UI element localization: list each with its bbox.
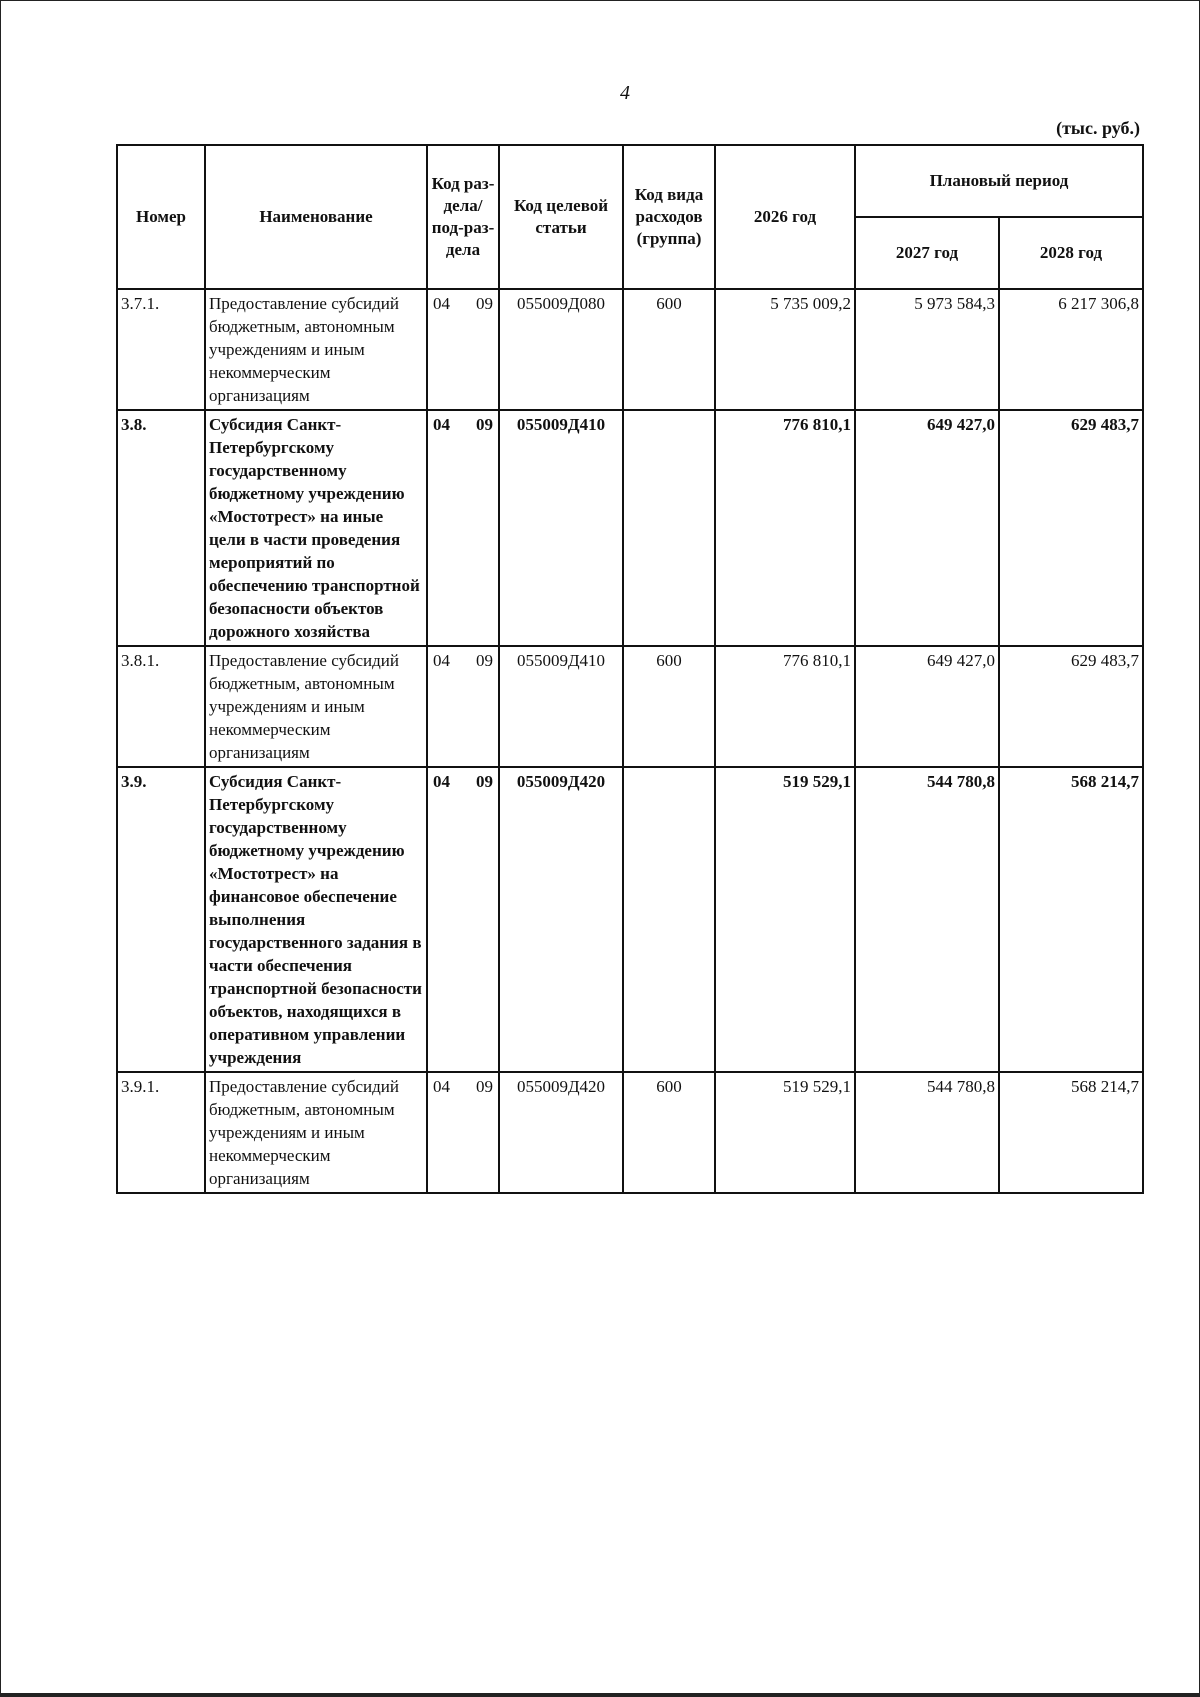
row-value-2027: 649 427,0 <box>855 410 999 646</box>
section: 04 <box>433 415 450 434</box>
row-name: Предоставление субсидий бюджетным, автономным учреждениям и иным некоммерческим организациям <box>205 646 427 767</box>
row-name: Предоставление субсидий бюджетным, автономным учреждениям и иным некоммерческим организациям <box>205 1072 427 1193</box>
subsection: 09 <box>476 772 493 791</box>
row-expense-type: 600 <box>623 289 715 410</box>
row-value-2028: 568 214,7 <box>999 767 1143 1072</box>
table-row <box>117 289 1143 410</box>
row-value-2028: 568 214,7 <box>999 1072 1143 1193</box>
header-expense-type: Код вида расходов (группа) <box>623 145 715 289</box>
row-section-code <box>427 767 499 1072</box>
row-number: 3.9. <box>117 767 205 1072</box>
units-label: (тыс. руб.) <box>1056 118 1140 138</box>
page-border-bottom <box>0 1693 1200 1697</box>
subsection: 09 <box>476 415 493 434</box>
table-row <box>117 767 1143 1072</box>
row-value-2026: 776 810,1 <box>715 410 855 646</box>
section: 04 <box>433 1077 450 1096</box>
row-value-2026: 5 735 009,2 <box>715 289 855 410</box>
section: 04 <box>433 772 450 791</box>
section: 04 <box>433 651 450 670</box>
row-expense-type: 600 <box>623 646 715 767</box>
row-target-code: 055009Д420 <box>499 767 623 1072</box>
header-planned-period: Плановый период <box>855 145 1143 217</box>
header-year-2027: 2027 год <box>855 217 999 289</box>
header-year-2028: 2028 год <box>999 217 1143 289</box>
row-value-2027: 649 427,0 <box>855 646 999 767</box>
subsection: 09 <box>476 294 493 313</box>
header-target-code: Код целевой статьи <box>499 145 623 289</box>
row-target-code: 055009Д410 <box>499 646 623 767</box>
budget-table <box>116 144 1144 1194</box>
row-target-code: 055009Д080 <box>499 289 623 410</box>
row-section-code <box>427 289 499 410</box>
row-target-code: 055009Д410 <box>499 410 623 646</box>
row-value-2028: 629 483,7 <box>999 410 1143 646</box>
row-number: 3.7.1. <box>117 289 205 410</box>
header-name: Наименование <box>205 145 427 289</box>
row-number: 3.8.1. <box>117 646 205 767</box>
subsection: 09 <box>476 1077 493 1096</box>
row-section-code <box>427 646 499 767</box>
table-row <box>117 410 1143 646</box>
row-expense-type <box>623 767 715 1072</box>
table-row <box>117 1072 1143 1193</box>
page-number: 4 <box>620 82 630 104</box>
row-section-code <box>427 410 499 646</box>
header-year-2026: 2026 год <box>715 145 855 289</box>
row-value-2027: 5 973 584,3 <box>855 289 999 410</box>
row-value-2028: 629 483,7 <box>999 646 1143 767</box>
header-number: Номер <box>117 145 205 289</box>
row-target-code: 055009Д420 <box>499 1072 623 1193</box>
row-value-2027: 544 780,8 <box>855 1072 999 1193</box>
table-row <box>117 646 1143 767</box>
row-number: 3.8. <box>117 410 205 646</box>
row-number: 3.9.1. <box>117 1072 205 1193</box>
header-section-code: Код раз-дела/ под-раз-дела <box>427 145 499 289</box>
row-name: Предоставление субсидий бюджетным, автономным учреждениям и иным некоммерческим организациям <box>205 289 427 410</box>
subsection: 09 <box>476 651 493 670</box>
page-border-left <box>0 0 1 1697</box>
section: 04 <box>433 294 450 313</box>
row-section-code <box>427 1072 499 1193</box>
row-value-2026: 519 529,1 <box>715 767 855 1072</box>
row-expense-type <box>623 410 715 646</box>
row-value-2026: 776 810,1 <box>715 646 855 767</box>
row-name: Субсидия Санкт-Петербургскому государственному бюджетному учреждению «Мостотрест» на финансовое обеспечение выполнения государственного задания в части обеспечения транспортной безопасности объектов, находящихся в оперативном управлении учреждения <box>205 767 427 1072</box>
row-name: Субсидия Санкт-Петербургскому государственному бюджетному учреждению «Мостотрест» на иные цели в части проведения мероприятий по обеспечению транспортной безопасности объектов дорожного хозяйства <box>205 410 427 646</box>
row-expense-type: 600 <box>623 1072 715 1193</box>
page-border-top <box>0 0 1200 1</box>
row-value-2027: 544 780,8 <box>855 767 999 1072</box>
row-value-2026: 519 529,1 <box>715 1072 855 1193</box>
row-value-2028: 6 217 306,8 <box>999 289 1143 410</box>
